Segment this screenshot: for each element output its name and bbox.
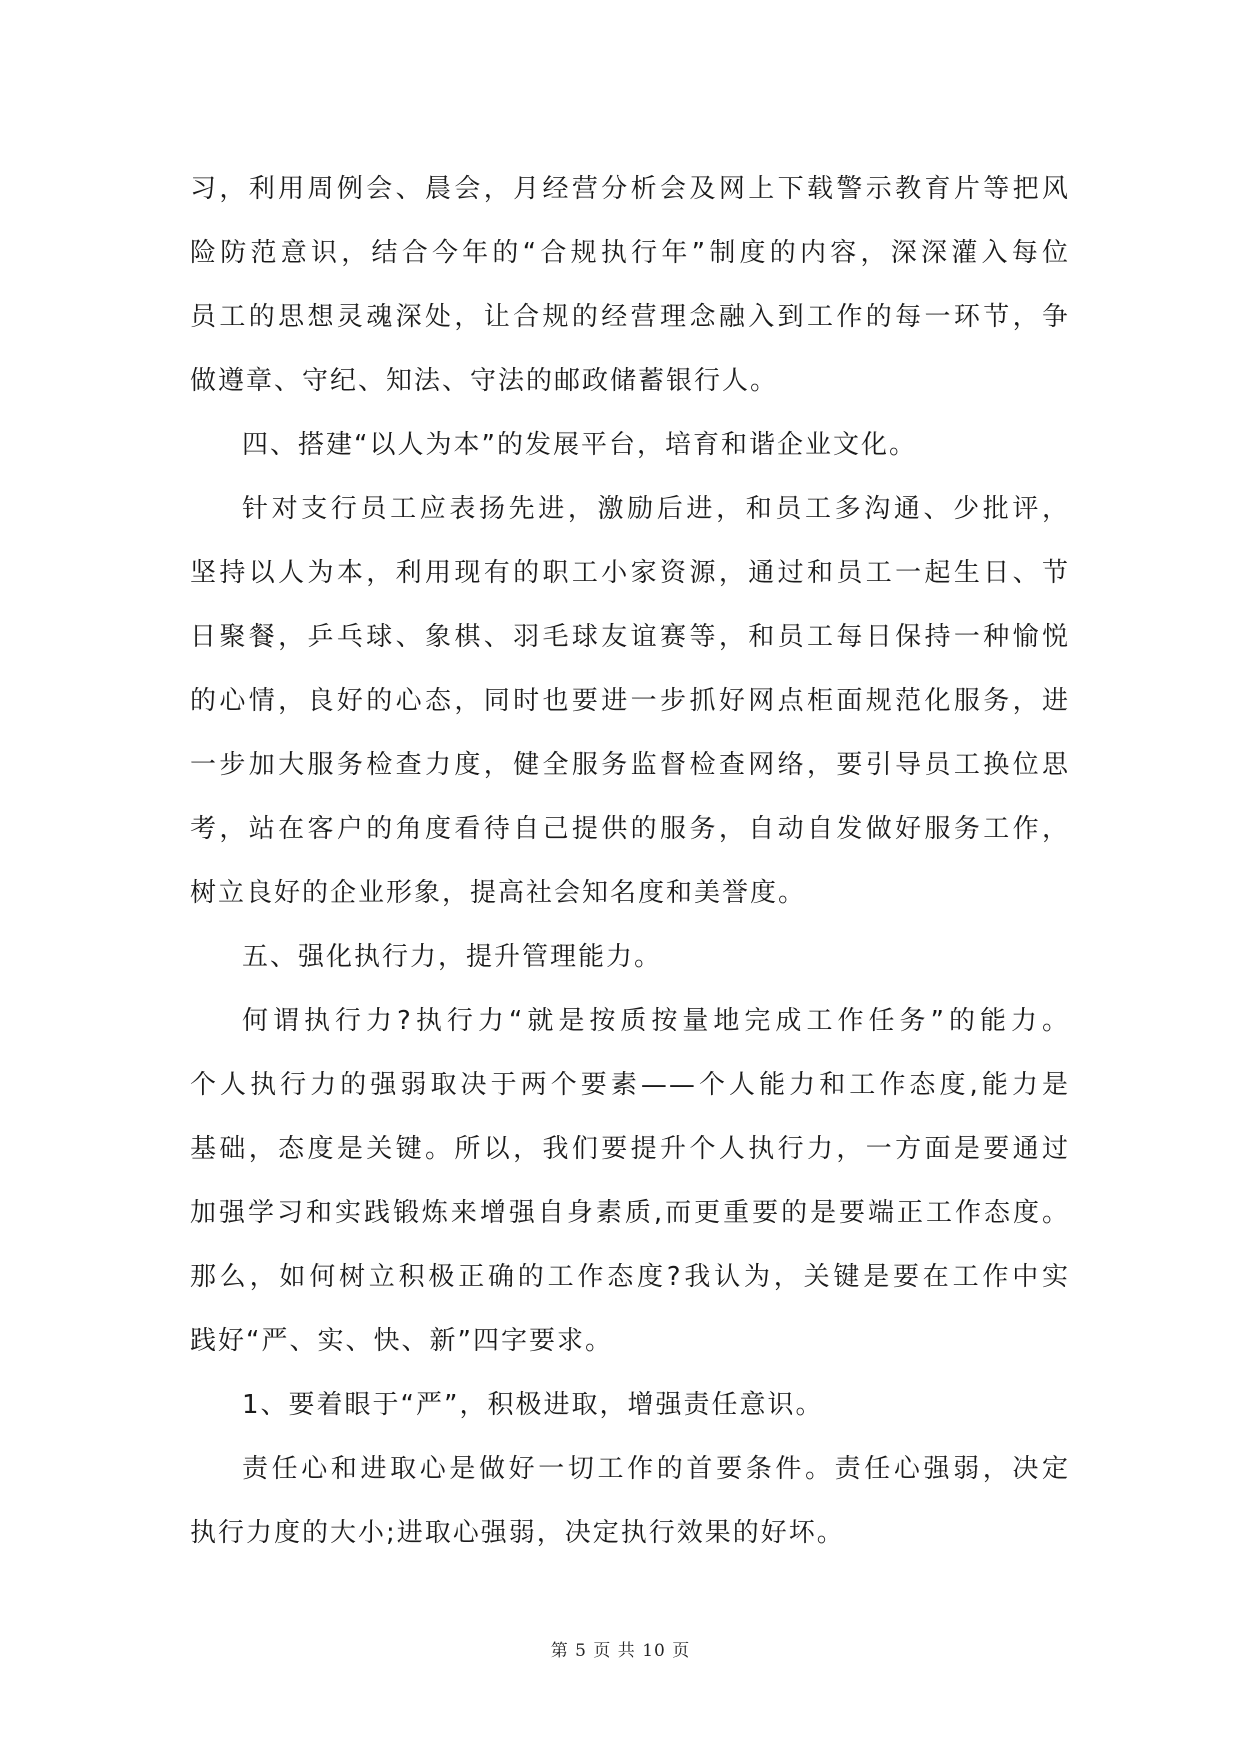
body-text bbox=[190, 157, 1070, 1565]
text-line: 责任心和进取心是做好一切工作的首要条件。责任心强弱，决定 bbox=[242, 1454, 1070, 1484]
text-line: 树立良好的企业形象，提高社会知名度和美誉度。 bbox=[190, 878, 807, 908]
text-line: 一步加大服务检查力度，健全服务监督检查网络，要引导员工换位思 bbox=[190, 750, 1070, 780]
text-line: 那么，如何树立积极正确的工作态度?我认为，关键是要在工作中实 bbox=[190, 1262, 1070, 1292]
text-line: 习，利用周例会、晨会，月经营分析会及网上下载警示教育片等把风 bbox=[190, 174, 1070, 204]
text-line: 何谓执行力?执行力“就是按质按量地完成工作任务”的能力。 bbox=[242, 1006, 1070, 1036]
page-number-footer: 第 5 页 共 10 页 bbox=[550, 1641, 691, 1661]
text-line: 坚持以人为本，利用现有的职工小家资源，通过和员工一起生日、节 bbox=[190, 558, 1070, 588]
section-heading: 五、强化执行力，提升管理能力。 bbox=[242, 942, 663, 972]
text-line: 加强学习和实践锻炼来增强自身素质,而更重要的是要端正工作态度。 bbox=[190, 1198, 1070, 1228]
text-line: 的心情，良好的心态，同时也要进一步抓好网点柜面规范化服务，进 bbox=[190, 686, 1070, 716]
subsection-heading: 1、要着眼于“严”，积极进取，增强责任意识。 bbox=[242, 1390, 824, 1420]
text-line: 基础，态度是关键。所以，我们要提升个人执行力，一方面是要通过 bbox=[190, 1134, 1070, 1164]
text-line: 考，站在客户的角度看待自己提供的服务，自动自发做好服务工作， bbox=[190, 814, 1070, 844]
text-line: 针对支行员工应表扬先进，激励后进，和员工多沟通、少批评， bbox=[242, 494, 1070, 524]
text-line: 险防范意识，结合今年的“合规执行年”制度的内容，深深灌入每位 bbox=[190, 238, 1070, 268]
text-line: 执行力度的大小;进取心强弱，决定执行效果的好坏。 bbox=[190, 1518, 845, 1548]
text-line: 个人执行力的强弱取决于两个要素——个人能力和工作态度,能力是 bbox=[190, 1070, 1070, 1100]
text-line: 践好“严、实、快、新”四字要求。 bbox=[190, 1326, 613, 1356]
section-heading: 四、搭建“以人为本”的发展平台，培育和谐企业文化。 bbox=[242, 430, 917, 460]
text-line: 员工的思想灵魂深处，让合规的经营理念融入到工作的每一环节，争 bbox=[190, 302, 1070, 332]
text-line: 日聚餐，乒乓球、象棋、羽毛球友谊赛等，和员工每日保持一种愉悦 bbox=[190, 622, 1070, 652]
text-line: 做遵章、守纪、知法、守法的邮政储蓄银行人。 bbox=[190, 366, 779, 396]
